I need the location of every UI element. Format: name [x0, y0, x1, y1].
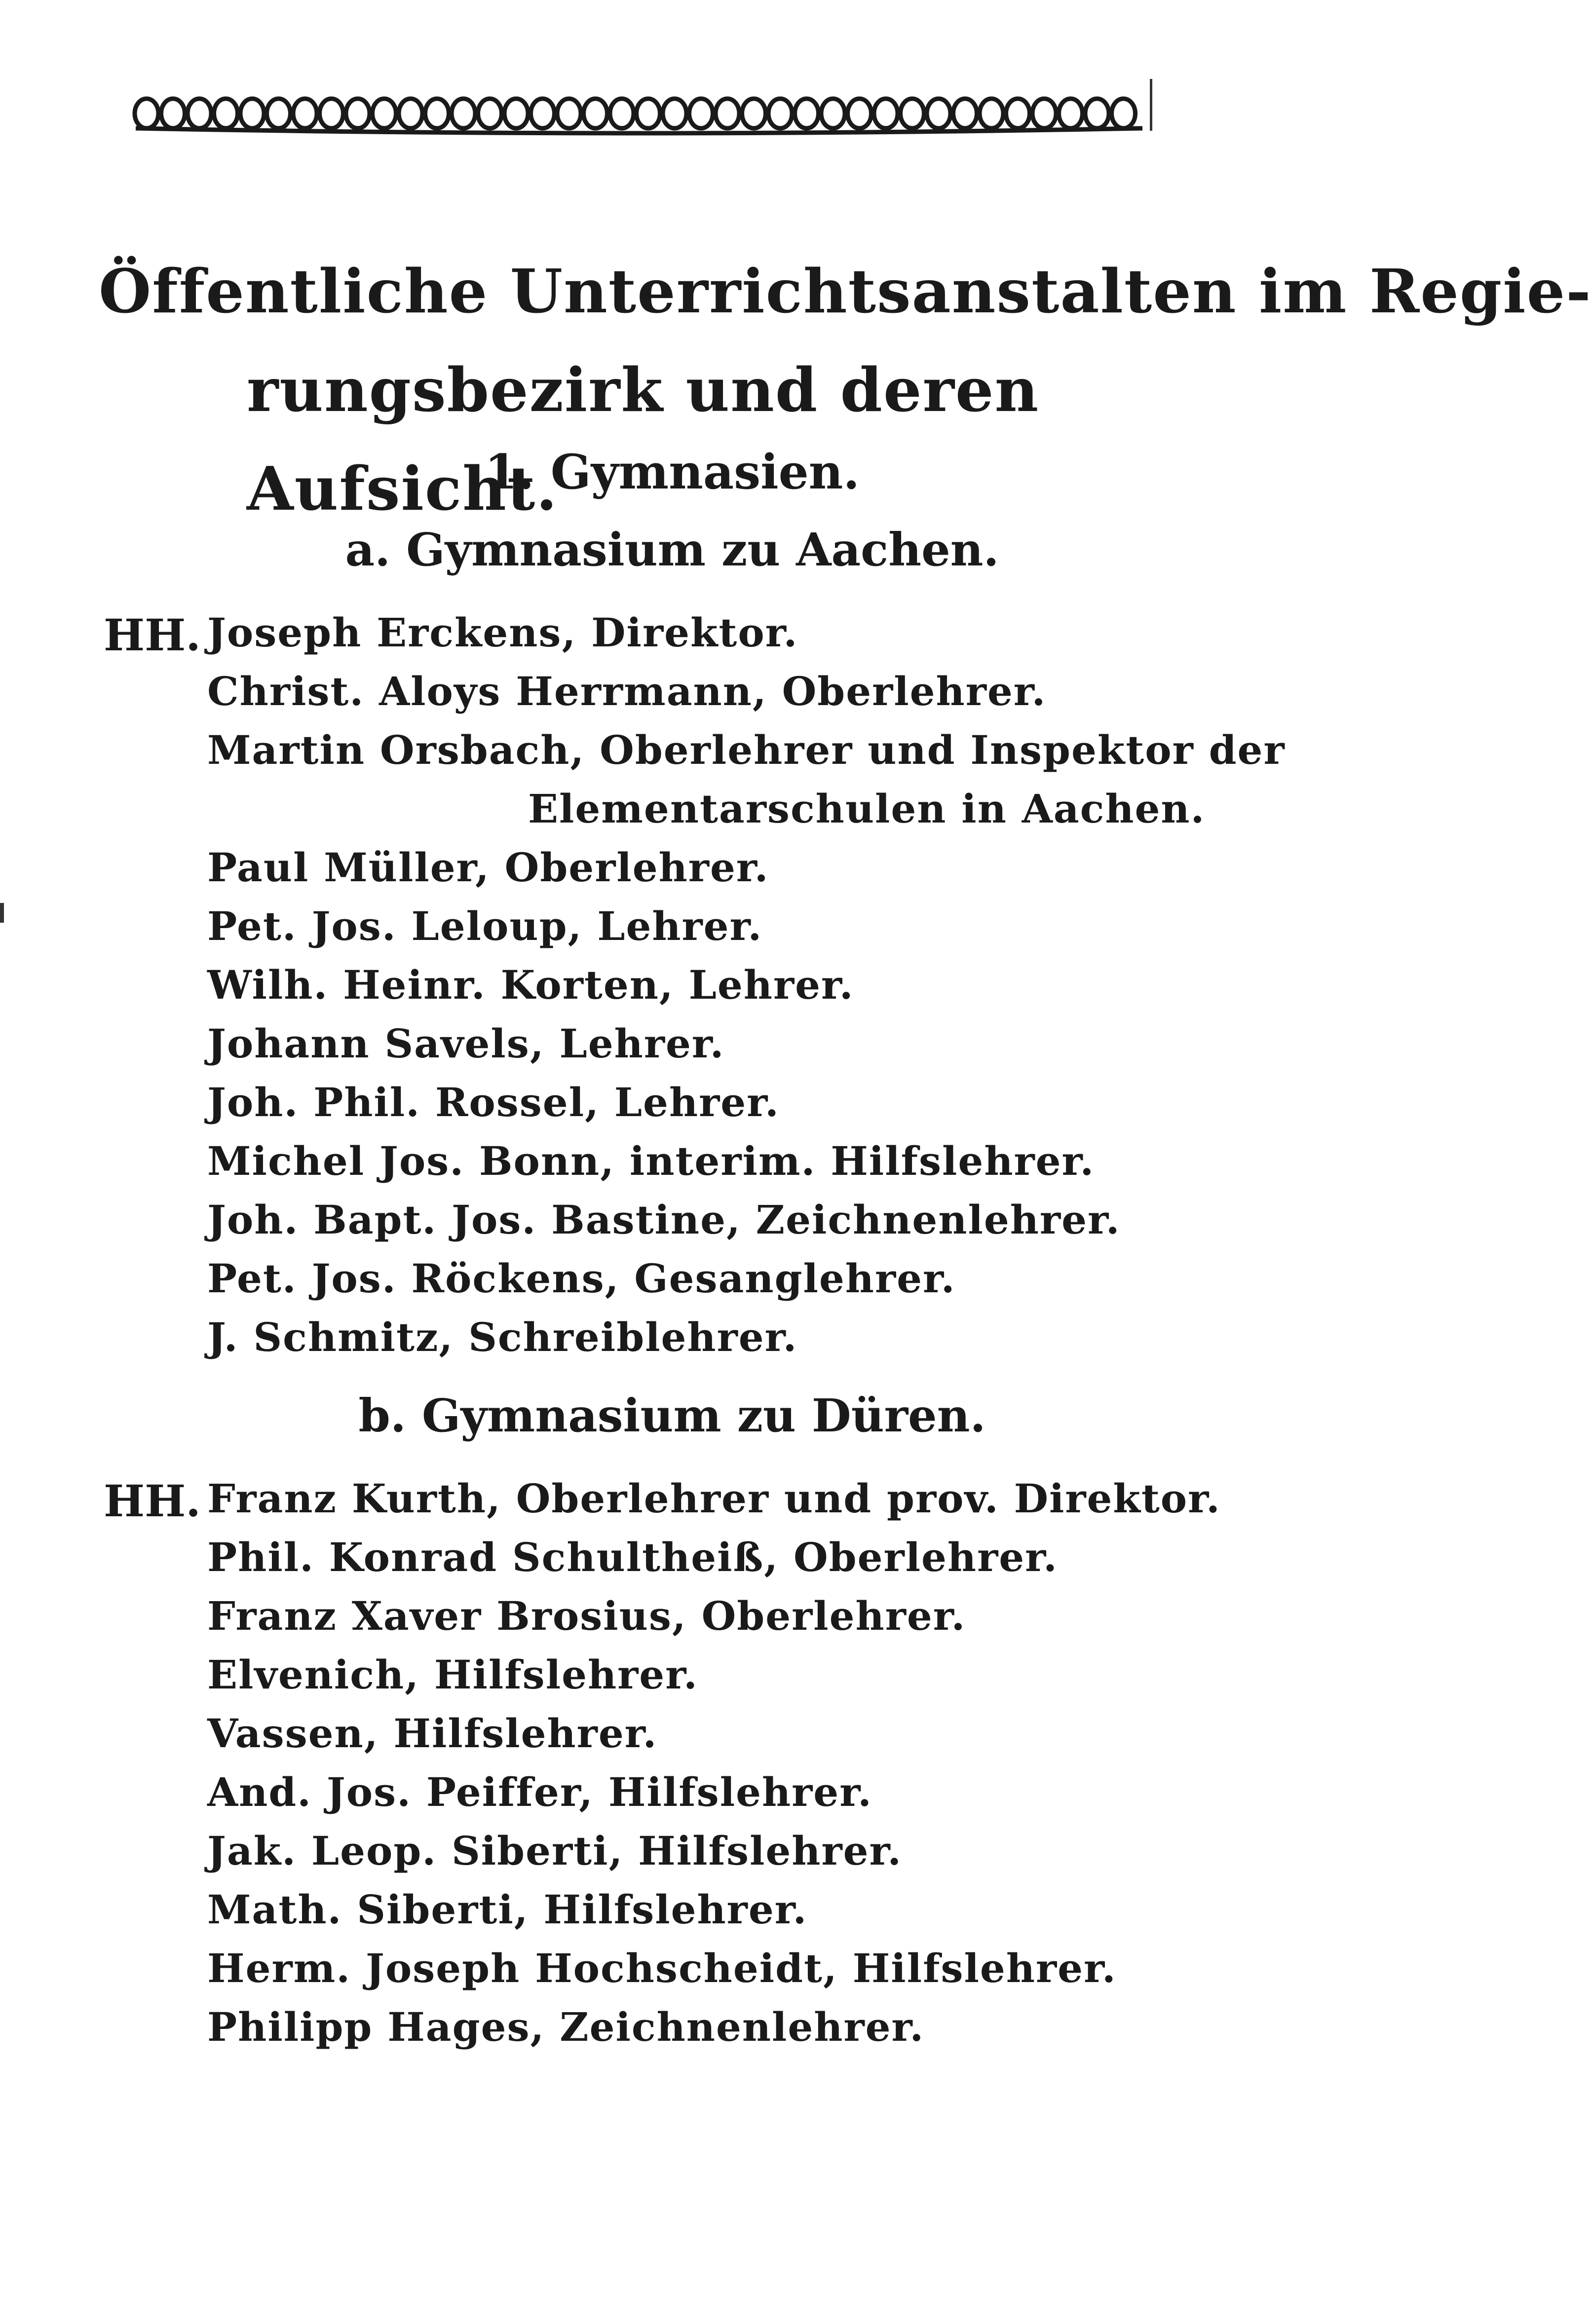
staff-entry: Christ. Aloys Herrmann, Oberlehrer. [207, 668, 1047, 714]
subsection-heading-dueren: b. Gymnasium zu Düren. [358, 1389, 986, 1442]
staff-entry: Herm. Joseph Hochscheidt, Hilfslehrer. [207, 1945, 1117, 1991]
staff-entry: Jak. Leop. Siberti, Hilfslehrer. [207, 1828, 903, 1874]
ornament-link [927, 99, 950, 128]
staff-entry: Joseph Erckens, Direktor. [207, 609, 798, 656]
ornament-link [1006, 99, 1030, 128]
staff-entry: Franz Kurth, Oberlehrer und prov. Direktor. [207, 1475, 1221, 1522]
staff-entry: Michel Jos. Bonn, interim. Hilfslehrer. [207, 1138, 1095, 1184]
ornament-link [214, 99, 238, 128]
staff-entry: Joh. Phil. Rossel, Lehrer. [207, 1079, 780, 1125]
ornament-link [874, 99, 898, 128]
ornament-link [399, 99, 422, 128]
staff-entry: Paul Müller, Oberlehrer. [207, 844, 769, 891]
ornament-link [293, 99, 317, 128]
ornament-link [1085, 99, 1109, 128]
ornament-link [768, 99, 792, 128]
ornament-link [901, 99, 924, 128]
ornament-link [663, 99, 686, 128]
ornament-link [531, 99, 555, 128]
ornament-link [689, 99, 713, 128]
ornament-link [504, 99, 528, 128]
ornament-link [135, 99, 158, 128]
staff-entry: Joh. Bapt. Jos. Bastine, Zeichnenlehrer. [207, 1197, 1121, 1243]
ornament-link [610, 99, 634, 128]
ornament-link [452, 99, 475, 128]
ornament-link [637, 99, 660, 128]
margin-mark [0, 903, 4, 923]
staff-entry: Pet. Jos. Röckens, Gesanglehrer. [207, 1255, 956, 1302]
ornament-link [478, 99, 502, 128]
decorative-border-ornament [133, 86, 1145, 141]
staff-entry: Martin Orsbach, Oberlehrer und Inspektor der [207, 727, 1286, 773]
staff-entry: Franz Xaver Brosius, Oberlehrer. [207, 1593, 966, 1639]
section-label-hh: HH. [104, 1475, 201, 1527]
staff-entry: Math. Siberti, Hilfslehrer. [207, 1886, 808, 1933]
ornament-baseline [136, 128, 1142, 133]
ornament-link [716, 99, 739, 128]
ornament-link [346, 99, 370, 128]
entry-continuation: Elementarschulen in Aachen. [528, 786, 1206, 832]
staff-entry: And. Jos. Peiffer, Hilfslehrer. [207, 1769, 872, 1815]
staff-entry: J. Schmitz, Schreiblehrer. [207, 1314, 798, 1360]
margin-mark [1150, 79, 1152, 131]
ornament-link [821, 99, 845, 128]
ornament-link [953, 99, 977, 128]
ornament-link [742, 99, 766, 128]
ornament-link [373, 99, 396, 128]
staff-entry: Vassen, Hilfslehrer. [207, 1710, 658, 1757]
ornament-link [557, 99, 581, 128]
section-label-hh: HH. [104, 609, 201, 661]
ornament-link [425, 99, 449, 128]
staff-entry: Johann Savels, Lehrer. [207, 1020, 725, 1067]
ornament-link [848, 99, 872, 128]
staff-entry: Elvenich, Hilfslehrer. [207, 1651, 698, 1698]
section-heading: 1. Gymnasien. [485, 444, 860, 500]
title-line-2: rungsbezirk und deren Aufsicht. [247, 354, 1040, 524]
ornament-link [1032, 99, 1056, 128]
ornament-link [980, 99, 1003, 128]
ornament-link [161, 99, 185, 128]
ornament-link [267, 99, 291, 128]
staff-entry: Wilh. Heinr. Korten, Lehrer. [207, 962, 854, 1008]
ornament-link [584, 99, 607, 128]
staff-entry: Philipp Hages, Zeichnenlehrer. [207, 2004, 925, 2050]
staff-entry: Pet. Jos. Leloup, Lehrer. [207, 903, 763, 949]
ornament-link [188, 99, 211, 128]
ornament-link [795, 99, 819, 128]
ornament-link [1112, 99, 1136, 128]
subsection-heading-aachen: a. Gymnasium zu Aachen. [345, 523, 999, 576]
ornament-link [240, 99, 264, 128]
staff-entry: Phil. Konrad Schultheiß, Oberlehrer. [207, 1534, 1058, 1580]
ornament-link [1059, 99, 1083, 128]
title-line-1: Öffentliche Unterrichtsanstalten im Regie- [99, 256, 1592, 327]
ornament-link [320, 99, 343, 128]
